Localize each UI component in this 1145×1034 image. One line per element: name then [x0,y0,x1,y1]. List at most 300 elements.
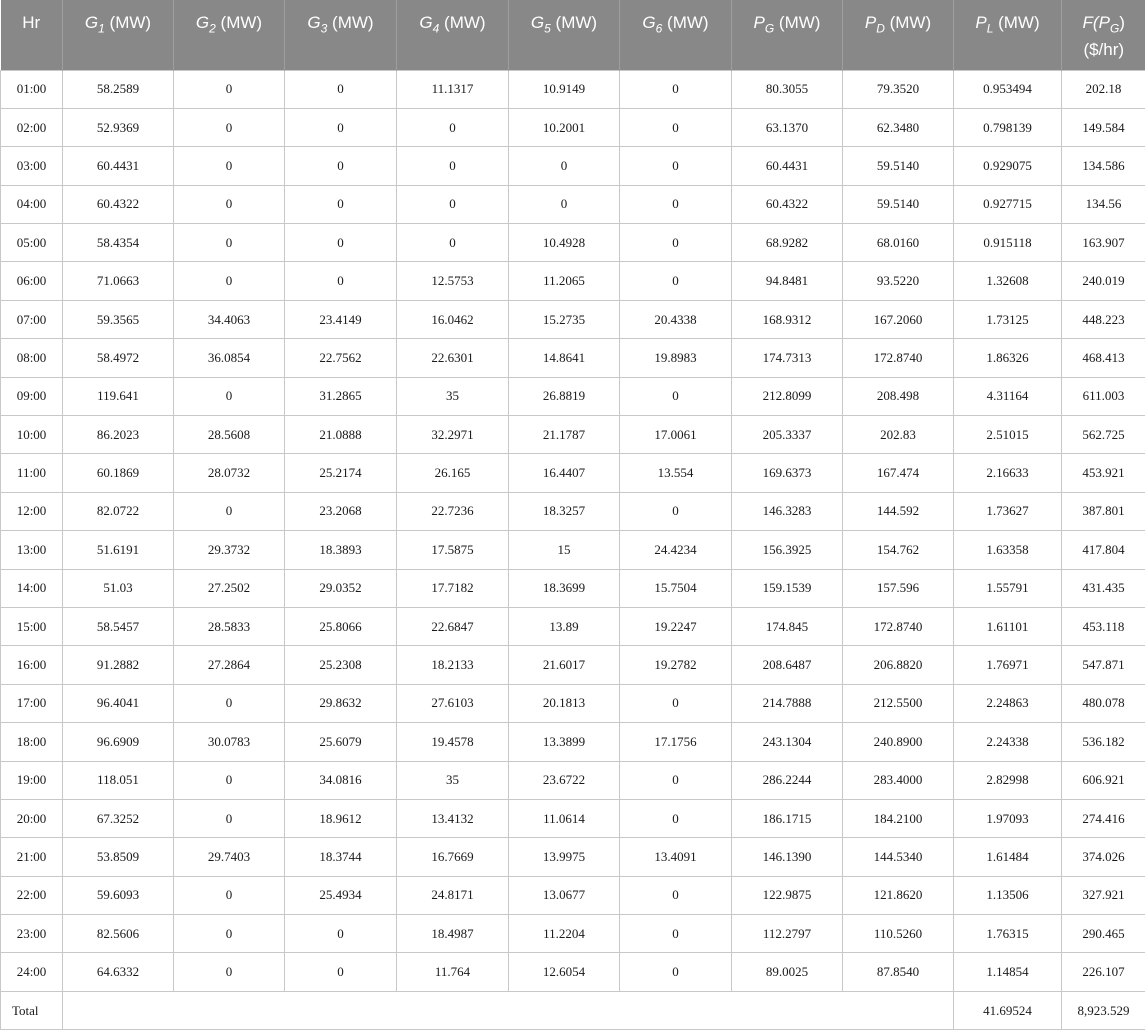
cell-g3: 0 [285,224,397,262]
cell-cost: 453.921 [1062,454,1145,492]
cell-g1: 82.0722 [63,492,174,530]
cell-g1: 52.9369 [63,108,174,146]
cell-g3: 29.0352 [285,569,397,607]
cell-g4: 11.764 [397,953,509,991]
cell-g5: 11.2065 [509,262,620,300]
cell-g6: 0 [620,684,732,722]
cell-pd: 167.474 [843,454,954,492]
cell-cost: 327.921 [1062,876,1145,914]
cell-g4: 0 [397,224,509,262]
cell-g4: 27.6103 [397,684,509,722]
cell-pd: 172.8740 [843,339,954,377]
cell-g1: 58.4972 [63,339,174,377]
cell-hour: 20:00 [1,799,63,837]
cell-cost: 453.118 [1062,607,1145,645]
cell-pl: 1.63358 [954,531,1062,569]
cell-g5: 13.89 [509,607,620,645]
cell-pg: 146.3283 [732,492,843,530]
cell-pd: 184.2100 [843,799,954,837]
cell-pl: 1.32608 [954,262,1062,300]
cell-g2: 0 [174,761,285,799]
column-header-g4 [397,0,509,70]
cell-pl: 2.51015 [954,416,1062,454]
cell-hour: 21:00 [1,838,63,876]
cell-g3: 0 [285,185,397,223]
cell-g5: 15.2735 [509,300,620,338]
cell-pg: 174.7313 [732,339,843,377]
cell-pg: 89.0025 [732,953,843,991]
column-header-hour [1,0,63,70]
cell-pd: 212.5500 [843,684,954,722]
cell-g2: 28.0732 [174,454,285,492]
cell-pg: 112.2797 [732,915,843,953]
header-unit: (MW) [662,13,709,32]
cell-g3: 0 [285,108,397,146]
header-symbol: G [530,13,545,32]
total-pl: 41.69524 [954,991,1062,1029]
cell-g2: 0 [174,147,285,185]
cell-pd: 62.3480 [843,108,954,146]
cell-g1: 51.03 [63,569,174,607]
cell-pd: 154.762 [843,531,954,569]
table-row [1,454,1145,492]
cell-g1: 58.4354 [63,224,174,262]
cell-hour: 15:00 [1,607,63,645]
cell-g2: 29.7403 [174,838,285,876]
cell-g1: 53.8509 [63,838,174,876]
cell-g1: 60.4322 [63,185,174,223]
cell-g2: 0 [174,262,285,300]
cell-g1: 60.1869 [63,454,174,492]
total-row [1,991,1145,1029]
cell-pd: 240.8900 [843,723,954,761]
cell-g6: 0 [620,915,732,953]
table-row [1,300,1145,338]
cell-g3: 25.4934 [285,876,397,914]
cell-pd: 93.5220 [843,262,954,300]
cell-g5: 0 [509,147,620,185]
cell-g6: 0 [620,108,732,146]
table-row [1,646,1145,684]
table-row [1,684,1145,722]
total-cost: 8,923.529 [1062,991,1145,1029]
cell-g2: 0 [174,185,285,223]
column-header-pd [843,0,954,70]
cell-pg: 205.3337 [732,416,843,454]
cell-hour: 01:00 [1,70,63,108]
table-row [1,876,1145,914]
cell-pg: 80.3055 [732,70,843,108]
cell-g5: 11.0614 [509,799,620,837]
cell-g6: 17.1756 [620,723,732,761]
cell-g6: 0 [620,876,732,914]
cell-g4: 32.2971 [397,416,509,454]
cell-g6: 0 [620,147,732,185]
cell-pl: 1.97093 [954,799,1062,837]
cell-g3: 25.8066 [285,607,397,645]
cell-pd: 79.3520 [843,70,954,108]
cell-pg: 63.1370 [732,108,843,146]
cell-pl: 2.16633 [954,454,1062,492]
cell-pl: 1.73627 [954,492,1062,530]
cell-hour: 11:00 [1,454,63,492]
cell-pg: 159.1539 [732,569,843,607]
cell-pd: 59.5140 [843,185,954,223]
header-unit: (MW) [993,13,1040,32]
cell-g6: 13.554 [620,454,732,492]
cell-g5: 13.0677 [509,876,620,914]
cell-cost: 431.435 [1062,569,1145,607]
header-unit: ) [1119,13,1125,32]
cell-pl: 1.61484 [954,838,1062,876]
cell-pd: 144.592 [843,492,954,530]
cell-g4: 35 [397,761,509,799]
cell-g1: 59.3565 [63,300,174,338]
cell-g5: 13.9975 [509,838,620,876]
table-row [1,761,1145,799]
cell-g2: 28.5608 [174,416,285,454]
cell-pg: 146.1390 [732,838,843,876]
cell-g6: 15.7504 [620,569,732,607]
cell-cost: 547.871 [1062,646,1145,684]
cell-g3: 18.9612 [285,799,397,837]
header-subscript: 1 [98,21,105,36]
cell-g3: 0 [285,915,397,953]
cell-g3: 21.0888 [285,416,397,454]
cell-g4: 18.2133 [397,646,509,684]
header-symbol: G [307,13,321,32]
table-row [1,723,1145,761]
cell-hour: 07:00 [1,300,63,338]
cell-g4: 12.5753 [397,262,509,300]
cell-g3: 22.7562 [285,339,397,377]
table-row [1,416,1145,454]
cell-cost: 134.586 [1062,147,1145,185]
cell-g6: 0 [620,185,732,223]
cell-pd: 202.83 [843,416,954,454]
cell-g1: 51.6191 [63,531,174,569]
column-header-g3 [285,0,397,70]
cell-g4: 19.4578 [397,723,509,761]
cell-g4: 17.7182 [397,569,509,607]
cell-g3: 18.3893 [285,531,397,569]
cell-g2: 27.2502 [174,569,285,607]
cell-g6: 20.4338 [620,300,732,338]
cell-pl: 1.55791 [954,569,1062,607]
cell-g4: 11.1317 [397,70,509,108]
cell-hour: 10:00 [1,416,63,454]
cell-hour: 14:00 [1,569,63,607]
header-unit: (MW) [215,13,263,32]
cell-g2: 0 [174,377,285,415]
header-symbol: P [975,13,987,32]
cell-pl: 2.24338 [954,723,1062,761]
cell-hour: 03:00 [1,147,63,185]
cell-pd: 110.5260 [843,915,954,953]
cell-g2: 0 [174,915,285,953]
header-unit: Hr [22,13,41,32]
header-subscript: G [1109,21,1120,36]
cell-g2: 0 [174,108,285,146]
cell-g2: 27.2864 [174,646,285,684]
cell-pd: 87.8540 [843,953,954,991]
cell-g3: 0 [285,262,397,300]
table-row [1,377,1145,415]
cell-pg: 94.8481 [732,262,843,300]
cell-g3: 23.2068 [285,492,397,530]
column-header-pg [732,0,843,70]
cell-g4: 35 [397,377,509,415]
cell-g3: 23.4149 [285,300,397,338]
cell-hour: 04:00 [1,185,63,223]
table-row [1,569,1145,607]
cell-pg: 169.6373 [732,454,843,492]
cell-g2: 0 [174,492,285,530]
cell-g5: 18.3257 [509,492,620,530]
cell-pl: 1.13506 [954,876,1062,914]
cell-g4: 13.4132 [397,799,509,837]
table-row [1,953,1145,991]
cell-g2: 0 [174,876,285,914]
cell-g5: 10.9149 [509,70,620,108]
cell-g5: 18.3699 [509,569,620,607]
cell-g5: 10.2001 [509,108,620,146]
cell-g5: 16.4407 [509,454,620,492]
cell-pd: 283.4000 [843,761,954,799]
cell-pl: 1.76971 [954,646,1062,684]
cell-pd: 68.0160 [843,224,954,262]
cell-g1: 119.641 [63,377,174,415]
table-row [1,108,1145,146]
cell-g1: 96.6909 [63,723,174,761]
cell-pl: 1.86326 [954,339,1062,377]
header-symbol: G [84,13,99,32]
cell-hour: 08:00 [1,339,63,377]
cell-g5: 11.2204 [509,915,620,953]
cell-g4: 22.7236 [397,492,509,530]
cell-g5: 21.1787 [509,416,620,454]
cell-pl: 1.14854 [954,953,1062,991]
cell-g2: 0 [174,70,285,108]
cell-cost: 562.725 [1062,416,1145,454]
cell-g6: 24.4234 [620,531,732,569]
cell-g3: 34.0816 [285,761,397,799]
cell-g2: 36.0854 [174,339,285,377]
header-subscript: 6 [655,21,663,36]
cell-pl: 1.61101 [954,607,1062,645]
cell-pl: 0.798139 [954,108,1062,146]
cell-g3: 29.8632 [285,684,397,722]
header-symbol: P [753,13,765,32]
header-symbol: G [642,13,656,32]
cell-pl: 4.31164 [954,377,1062,415]
cell-pg: 60.4431 [732,147,843,185]
cell-g3: 25.6079 [285,723,397,761]
table-row [1,147,1145,185]
cell-cost: 134.56 [1062,185,1145,223]
cell-g2: 0 [174,953,285,991]
cell-g1: 86.2023 [63,416,174,454]
cell-pd: 208.498 [843,377,954,415]
column-header-pl [954,0,1062,70]
table-row [1,339,1145,377]
cell-hour: 13:00 [1,531,63,569]
cell-pg: 168.9312 [732,300,843,338]
cell-g4: 0 [397,185,509,223]
cell-hour: 18:00 [1,723,63,761]
cell-g2: 29.3732 [174,531,285,569]
cell-g6: 19.2247 [620,607,732,645]
cell-pg: 208.6487 [732,646,843,684]
cell-g5: 20.1813 [509,684,620,722]
cell-pg: 122.9875 [732,876,843,914]
table-row [1,70,1145,108]
cell-pg: 243.1304 [732,723,843,761]
header-symbol: F(P [1082,13,1110,32]
cell-g5: 14.8641 [509,339,620,377]
cell-g6: 0 [620,377,732,415]
cell-pl: 1.73125 [954,300,1062,338]
cell-cost: 417.804 [1062,531,1145,569]
cell-hour: 23:00 [1,915,63,953]
cell-pg: 212.8099 [732,377,843,415]
cell-cost: 374.026 [1062,838,1145,876]
header-subscript: 4 [432,21,440,36]
cell-cost: 480.078 [1062,684,1145,722]
cell-g5: 23.6722 [509,761,620,799]
cell-pd: 167.2060 [843,300,954,338]
cell-g5: 0 [509,185,620,223]
table-row [1,531,1145,569]
cell-g4: 17.5875 [397,531,509,569]
cell-pl: 0.929075 [954,147,1062,185]
cell-g5: 15 [509,531,620,569]
table-body [1,70,1145,1030]
cell-g3: 25.2308 [285,646,397,684]
cell-g2: 0 [174,684,285,722]
cell-cost: 240.019 [1062,262,1145,300]
cell-g3: 0 [285,147,397,185]
cell-g6: 19.2782 [620,646,732,684]
cell-g6: 0 [620,953,732,991]
cell-cost: 163.907 [1062,224,1145,262]
column-header-cost [1062,0,1145,70]
header-unit: (MW) [327,13,374,32]
table-row [1,224,1145,262]
cell-g2: 0 [174,224,285,262]
header-subscript: D [876,21,885,36]
cell-pd: 157.596 [843,569,954,607]
cell-g1: 60.4431 [63,147,174,185]
cell-pg: 60.4322 [732,185,843,223]
cell-g2: 34.4063 [174,300,285,338]
header-unit: (MW) [104,13,152,32]
cell-g6: 0 [620,224,732,262]
cell-g4: 0 [397,108,509,146]
header-unit: (MW) [884,13,932,32]
total-empty-span [63,991,954,1029]
cell-g1: 58.2589 [63,70,174,108]
cell-pg: 68.9282 [732,224,843,262]
cell-g1: 71.0663 [63,262,174,300]
cell-cost: 149.584 [1062,108,1145,146]
cell-g2: 0 [174,799,285,837]
cell-g6: 17.0061 [620,416,732,454]
cell-g3: 0 [285,953,397,991]
cell-pg: 214.7888 [732,684,843,722]
cell-g1: 118.051 [63,761,174,799]
cell-cost: 448.223 [1062,300,1145,338]
cell-hour: 22:00 [1,876,63,914]
cell-g5: 26.8819 [509,377,620,415]
cell-g3: 31.2865 [285,377,397,415]
header-symbol: P [864,13,877,32]
cell-g5: 12.6054 [509,953,620,991]
cell-g1: 64.6332 [63,953,174,991]
cell-pg: 156.3925 [732,531,843,569]
cell-g1: 91.2882 [63,646,174,684]
cell-pl: 2.82998 [954,761,1062,799]
cell-pg: 174.845 [732,607,843,645]
cell-g1: 82.5606 [63,915,174,953]
cell-pl: 0.953494 [954,70,1062,108]
cell-cost: 536.182 [1062,723,1145,761]
header-unit: (MW) [439,13,486,32]
header-subscript: L [986,21,994,36]
cell-g4: 18.4987 [397,915,509,953]
cell-cost: 226.107 [1062,953,1145,991]
cell-g6: 0 [620,262,732,300]
column-header-g5 [509,0,620,70]
cell-g4: 16.7669 [397,838,509,876]
cell-g3: 18.3744 [285,838,397,876]
cell-g2: 30.0783 [174,723,285,761]
header-unit-line2: ($/hr) [1083,40,1125,60]
cell-pg: 186.1715 [732,799,843,837]
column-header-g1 [63,0,174,70]
cell-pd: 121.8620 [843,876,954,914]
cell-g6: 0 [620,70,732,108]
cell-g4: 26.165 [397,454,509,492]
cell-hour: 16:00 [1,646,63,684]
cell-cost: 468.413 [1062,339,1145,377]
cell-g5: 10.4928 [509,224,620,262]
header-unit: (MW) [550,13,598,32]
cell-hour: 19:00 [1,761,63,799]
cell-hour: 02:00 [1,108,63,146]
cell-g6: 0 [620,799,732,837]
cell-g4: 22.6847 [397,607,509,645]
cell-cost: 387.801 [1062,492,1145,530]
cell-cost: 606.921 [1062,761,1145,799]
cell-g3: 0 [285,70,397,108]
cell-g4: 22.6301 [397,339,509,377]
cell-pd: 172.8740 [843,607,954,645]
table-header-row [1,0,1145,70]
cell-pl: 0.927715 [954,185,1062,223]
cell-pd: 206.8820 [843,646,954,684]
column-header-g2 [174,0,285,70]
cell-hour: 24:00 [1,953,63,991]
table-row [1,607,1145,645]
cell-g1: 67.3252 [63,799,174,837]
cell-pl: 2.24863 [954,684,1062,722]
cell-hour: 09:00 [1,377,63,415]
cell-hour: 05:00 [1,224,63,262]
header-subscript: G [764,21,775,36]
cell-g4: 0 [397,147,509,185]
header-subscript: 3 [320,21,328,36]
